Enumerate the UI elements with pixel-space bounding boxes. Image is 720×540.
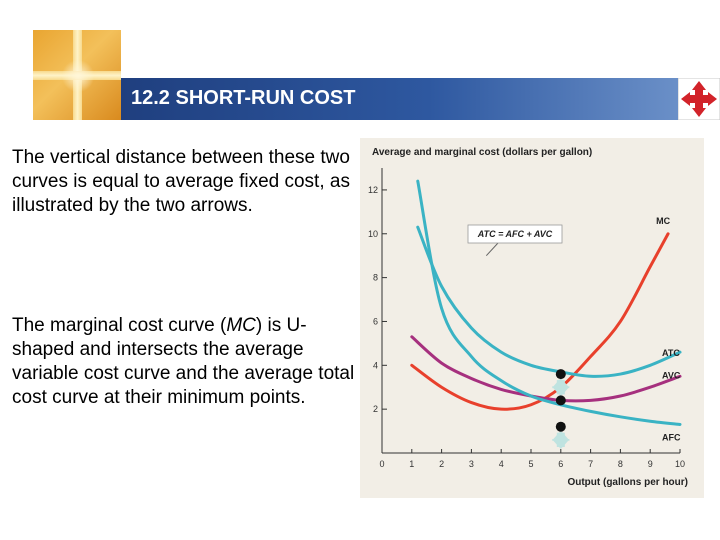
series-label-avc: AVC (662, 370, 681, 381)
logo-glow (61, 60, 95, 92)
x-tick-label: 8 (617, 459, 623, 469)
y-tick-label: 8 (372, 272, 378, 283)
y-tick-label: 6 (372, 316, 378, 327)
x-tick-label: 10 (674, 459, 686, 469)
x-tick-label: 4 (498, 459, 504, 469)
y-tick-label: 10 (367, 228, 378, 239)
x-tick-label: 5 (528, 459, 534, 469)
series-label-mc: MC (656, 215, 671, 226)
x-tick-label: 1 (409, 459, 415, 469)
x-tick-label: 6 (558, 459, 564, 469)
chart-title: Average and marginal cost (dollars per gallon) (372, 147, 593, 158)
series-label-afc: AFC (662, 432, 681, 443)
data-point (556, 395, 566, 405)
y-tick-label: 4 (372, 360, 378, 371)
series-label-atc: ATC (662, 348, 680, 359)
cross-logo-icon (33, 30, 121, 120)
x-tick-label: 7 (588, 459, 594, 469)
slide-title: 12.2 SHORT-RUN COST (131, 87, 356, 109)
y-tick-label: 2 (372, 404, 378, 415)
explanation-paragraph: The vertical distance between these two curves is equal to average fixed cost, as illustrated by the two arrows. (12, 147, 350, 216)
x-tick-label: 3 (468, 459, 474, 469)
x-tick-label: 9 (647, 459, 653, 469)
data-point (556, 422, 566, 432)
x-axis-label: Output (gallons per hour) (567, 477, 688, 488)
four-arrows-move-icon[interactable] (678, 78, 720, 120)
annotation-label: ATC = AFC + AVC (477, 229, 553, 239)
marginal-cost-paragraph (12, 314, 357, 410)
x-tick-label: 2 (439, 459, 445, 469)
paragraph-part-italic: MC (226, 315, 256, 336)
paragraph-part: ) is U-shaped and intersects the average variable cost curve and the average total cost curve at their minimum points. (12, 315, 355, 408)
cost-curves-chart (360, 138, 704, 498)
x-tick-label: 0 (379, 459, 385, 469)
y-tick-label: 12 (367, 184, 378, 195)
data-point (556, 369, 566, 379)
chart-background (360, 138, 704, 498)
paragraph-part: The marginal cost curve ( (12, 315, 227, 336)
